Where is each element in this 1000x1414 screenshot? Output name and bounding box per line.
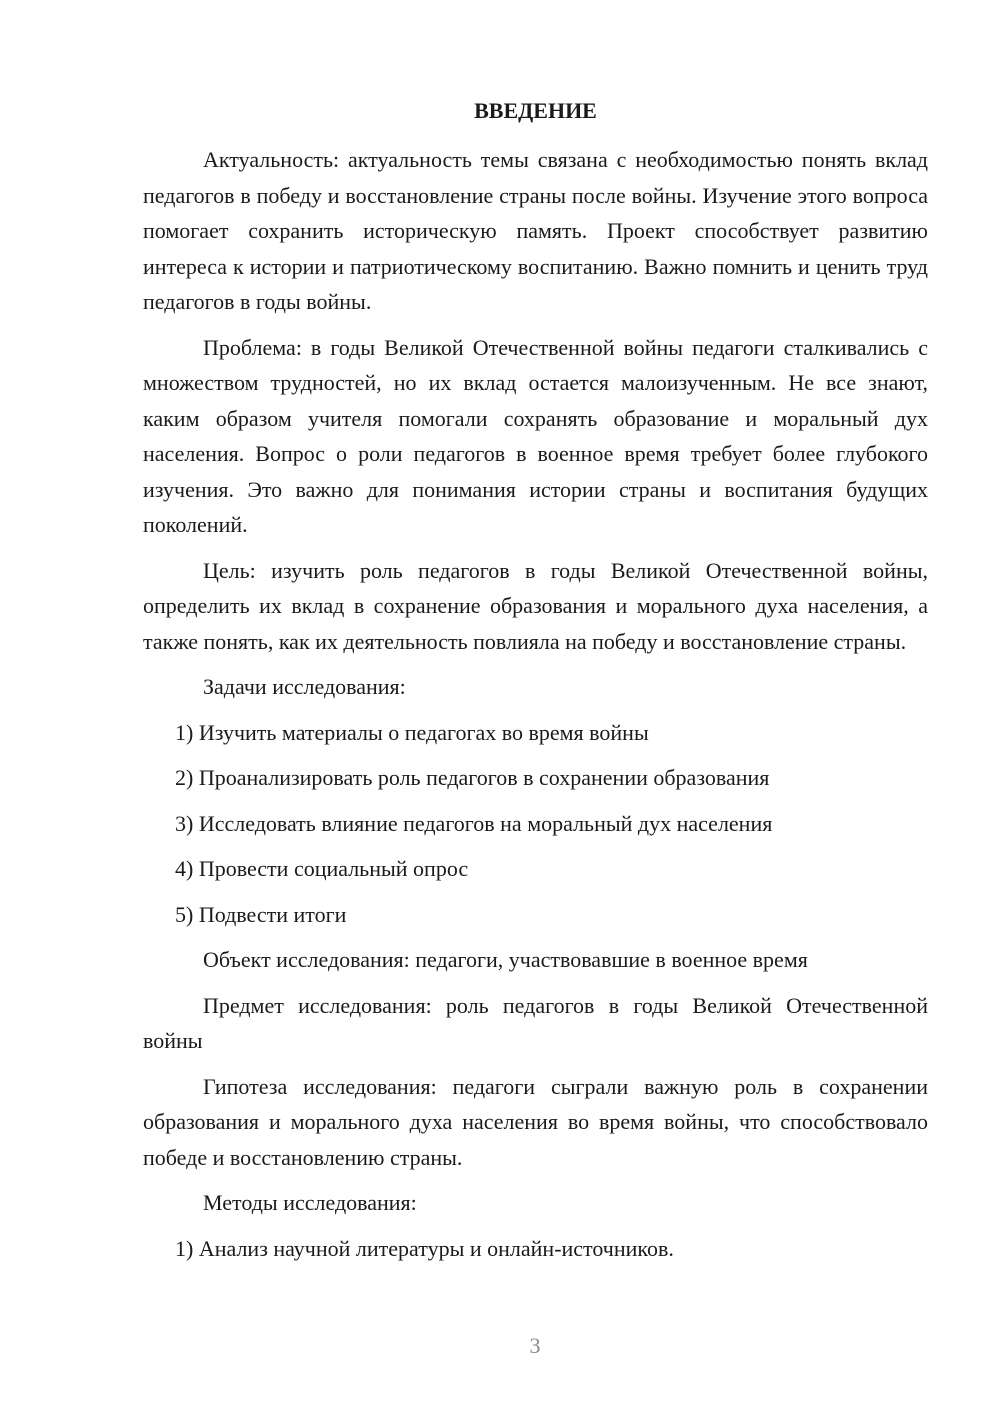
methods-heading: Методы исследования:	[203, 1190, 417, 1215]
research-object: Объект исследования: педагоги, участвовавшие в военное время	[203, 947, 808, 972]
research-subject: Предмет исследования: роль педагогов в годы Великой Отечественной войны	[143, 992, 928, 1053]
list-item: 1) Анализ научной литературы и онлайн-источников.	[175, 1235, 674, 1261]
paragraph-relevance: Актуальность: актуальность темы связана с необходимостью понять вклад педагогов в победу и восстановление страны после войны. Изучение этого вопроса помогает сохранить историческую память. Проект способствует развитию интереса к истории и патриотическому воспитанию. Важно помнить и ценить труд педагогов в годы войны.	[143, 147, 928, 314]
list-item: 1) Изучить материалы о педагогах во время войны	[175, 719, 649, 745]
document-page	[143, 96, 928, 1276]
research-hypothesis: Гипотеза исследования: педагоги сыграли важную роль в сохранении образования и морального духа населения во время войны, что способствовало победе и восстановлению страны.	[143, 1073, 928, 1170]
paragraph-problem: Проблема: в годы Великой Отечественной войны педагоги сталкивались с множеством трудностей, но их вклад остается малоизученным. Не все знают, каким образом учителя помогали сохранять образование и моральный дух населения. Вопрос о роли педагогов в военное время требует более глубокого изучения. Это важно для понимания истории страны и воспитания будущих поколений.	[143, 334, 928, 537]
paragraph-goal: Цель: изучить роль педагогов в годы Великой Отечественной войны, определить их вклад в сохранение образования и морального духа населения, а также понять, как их деятельность повлияла на победу и восстановление страны.	[143, 557, 928, 654]
tasks-heading: Задачи исследования:	[203, 674, 406, 699]
list-item: 3) Исследовать влияние педагогов на моральный дух населения	[175, 810, 773, 836]
methods-list	[143, 1231, 928, 1267]
list-item: 4) Провести социальный опрос	[175, 856, 469, 881]
page-number: 3	[529, 1333, 541, 1358]
tasks-list	[143, 715, 928, 933]
list-item: 2) Проанализировать роль педагогов в сохранении образования	[175, 765, 770, 790]
section-title: ВВЕДЕНИЕ	[474, 98, 597, 123]
list-item: 5) Подвести итоги	[175, 901, 347, 927]
